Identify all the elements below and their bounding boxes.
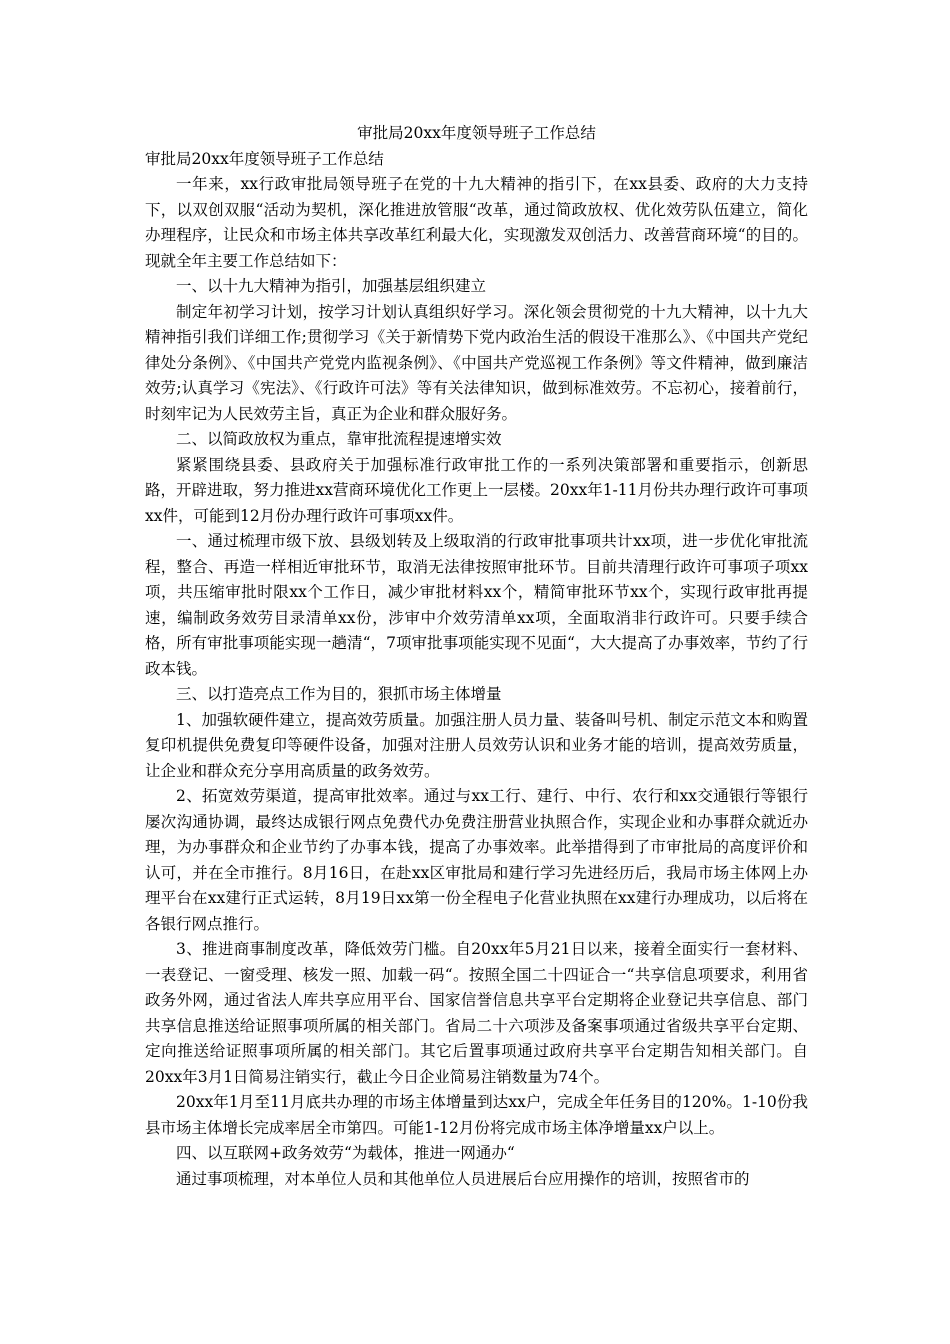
paragraph-intro: 一年来，xx行政审批局领导班子在党的十九大精神的指引下，在xx县委、政府的大力支持下，以双创双服“活动为契机，深化推进放管服“改革，通过简政放权、优化效劳队伍建立，简化办理程序，让民众和市场主体共享改革红利最大化，实现激发双创活力、改善营商环境“的目的。现就全年主要工作总结如下：	[145, 175, 808, 270]
section-heading-2: 二、以简政放权为重点，靠审批流程提速增实效	[176, 430, 502, 448]
document-subtitle: 审批局20xx年度领导班子工作总结	[145, 149, 384, 168]
paragraph-item-2: 2、拓宽效劳渠道，提高审批效率。通过与xx工行、建行、中行、农行和xx交通银行等银行屡次沟通协调，最终达成银行网点免费代办免费注册营业执照合作，实现企业和办事群众就近办理，为办事群众和企业节约了办事本钱，提高了办事效率。此举措得到了市审批局的高度评价和认可，并在全市推行。8月16日，在赴xx区审批局和建行学习先进经历后，我局市场主体网上办理平台在xx建行正式运转，8月19日xx第一份全程电子化营业执照在xx建行办理成功，以后将在各银行网点推行。	[145, 787, 808, 933]
section-heading-3: 三、以打造亮点工作为目的，狠抓市场主体增量	[176, 685, 502, 703]
paragraph-approval-streamline: 一、通过梳理市级下放、县级划转及上级取消的行政审批事项共计xx项，进一步优化审批流程，整合、再造一样相近审批环节，取消无法律按照审批环节。目前共清理行政许可事项子项xx项，共压缩审批时限xx个工作日，减少审批材料xx个，精简审批环节xx个，实现行政审批再提速，编制政务效劳目录清单xx份，涉审中介效劳清单xx项，全面取消非行政许可。只要手续合格，所有审批事项能实现一趟清“，7项审批事项能实现不见面“，大大提高了办事效率，节约了行政本钱。	[145, 532, 808, 678]
section-heading-4: 四、以互联网+政务效劳“为载体，推进一网通办“	[176, 1144, 515, 1162]
paragraph-approval-overview: 紧紧围绕县委、县政府关于加强标准行政审批工作的一系列决策部署和重要指示，创新思路，开辟进取，努力推进xx营商环境优化工作更上一层楼。20xx年1-11月份共办理行政许可事项xx件，可能到12月份办理行政许可事项xx件。	[145, 455, 809, 525]
paragraph-item-3: 3、推进商事制度改革，降低效劳门槛。自20xx年5月21日以来，接着全面实行一套材料、一表登记、一窗受理、核发一照、加载一码“。按照全国二十四证合一“共享信息项要求，利用省政务外网，通过省法人库共享应用平台、国家信誉信息共享平台定期将企业登记共享信息、部门共享信息推送给证照事项所属的相关部门。省局二十六项涉及备案事项通过省级共享平台定期、定向推送给证照事项所属的相关部门。其它后置事项通过政府共享平台定期告知相关部门。自20xx年3月1日简易注销实行，截止今日企业简易注销数量为74个。	[145, 940, 808, 1086]
document-page	[145, 121, 808, 1192]
paragraph-market-growth: 20xx年1月至11月底共办理的市场主体增量到达xx户，完成全年任务目的120%。1-10份我县市场主体增长完成率居全市第四。可能1-12月份将完成市场主体净增量xx户以上。	[145, 1093, 808, 1137]
paragraph-study-plan: 制定年初学习计划，按学习计划认真组织好学习。深化领会贯彻党的十九大精神，以十九大精神指引我们详细工作;贯彻学习《关于新情势下党内政治生活的假设干准那么》、《中国共产党纪律处分条例》、《中国共产党党内监视条例》、《中国共产党巡视工作条例》等文件精神，做到廉洁效劳;认真学习《宪法》、《行政许可法》等有关法律知识，做到标准效劳。不忘初心，接着前行，时刻牢记为人民效劳主旨，真正为企业和群众服好务。	[145, 302, 808, 423]
paragraph-training: 通过事项梳理，对本单位人员和其他单位人员进展后台应用操作的培训，按照省市的	[176, 1169, 750, 1188]
section-heading-1: 一、以十九大精神为指引，加强基层组织建立	[176, 277, 487, 295]
paragraph-item-1: 1、加强软硬件建立，提高效劳质量。加强注册人员力量、装备叫号机、制定示范文本和购置复印机提供免费复印等硬件设备，加强对注册人员效劳认识和业务才能的培训，提高效劳质量，让企业和群众充分享用高质量的政务效劳。	[145, 710, 808, 780]
document-title: 审批局20xx年度领导班子工作总结	[357, 124, 596, 142]
